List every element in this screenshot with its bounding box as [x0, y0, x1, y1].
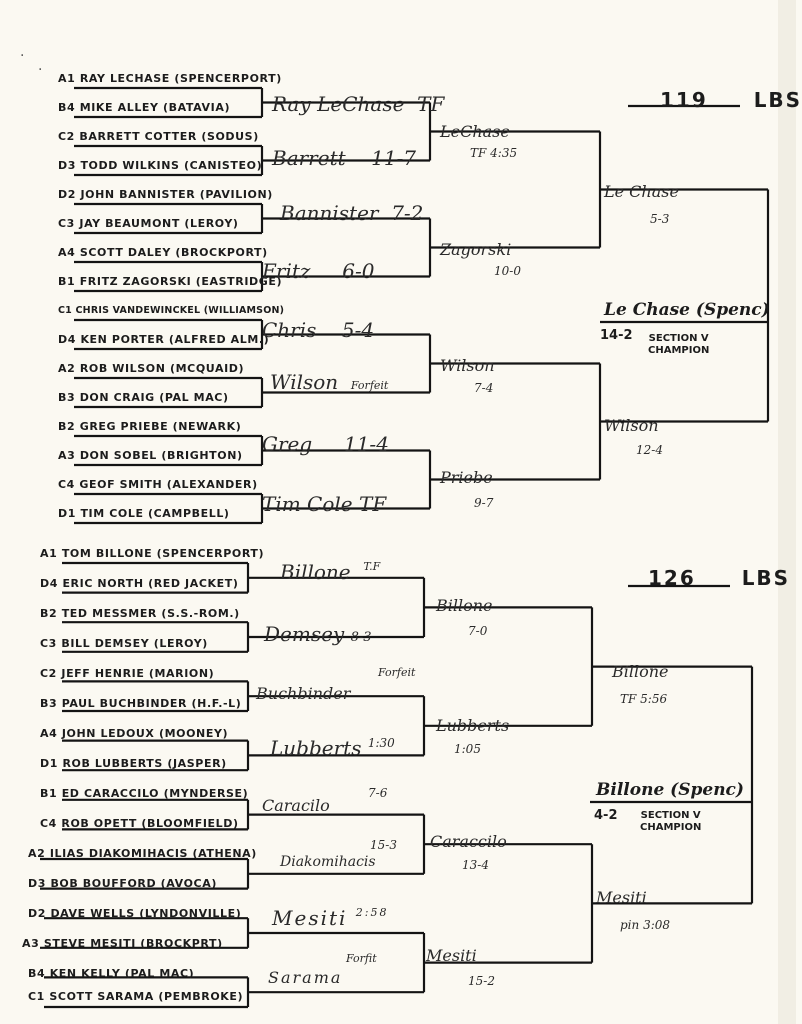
round1-score: 8-3 — [350, 630, 372, 645]
round1-score: TF — [359, 492, 387, 516]
round1-winner: Demsey 8-3 — [264, 622, 372, 646]
round1-score: Forfeit — [378, 666, 416, 679]
round2-winner: Mesiti — [426, 946, 477, 965]
round2-score: 13-4 — [462, 858, 489, 872]
round3-score: pin 3:08 — [620, 918, 671, 932]
wrestler-name: DAVE WELLS (LYNDONVILLE) — [50, 907, 242, 920]
wrestler-name: JOHN BANNISTER (PAVILION) — [80, 188, 273, 201]
entry — [40, 817, 239, 830]
wrestler-name: RAY LECHASE (SPENCERPORT) — [79, 72, 282, 85]
round1-score: 6-0 — [342, 259, 375, 283]
seed: D4 — [58, 333, 76, 346]
round1-score: 15-3 — [370, 838, 397, 852]
weight-number: 126 — [648, 566, 696, 590]
entry — [28, 990, 243, 1003]
round2-score: 15-2 — [468, 974, 495, 988]
wrestler-name: DON CRAIG (PAL MAC) — [79, 391, 229, 404]
wrestler-name: CHRIS VANDEWINCKEL (WILLIAMSON) — [75, 305, 285, 316]
entry — [58, 304, 284, 317]
seed: A4 — [58, 246, 76, 259]
wrestler-name: KEN KELLY (PAL MAC) — [49, 967, 195, 980]
round2-winner: Wilson — [440, 356, 495, 375]
seed: A4 — [40, 727, 58, 740]
seed: A3 — [58, 449, 76, 462]
entry — [58, 130, 259, 143]
seed: B3 — [40, 697, 58, 710]
seed: D3 — [28, 877, 46, 890]
wrestler-name: FRITZ ZAGORSKI (EASTRIDGE) — [79, 275, 283, 288]
round1-score: Forfit — [346, 952, 377, 965]
seed: D1 — [40, 757, 58, 770]
entry — [58, 333, 269, 346]
round1-score: 5-4 — [341, 318, 375, 342]
round3-score: 12-4 — [636, 443, 663, 457]
champion-label — [648, 333, 709, 357]
wrestler-name: BOB BOUFFORD (AVOCA) — [50, 877, 217, 890]
round1-score: T.F — [363, 560, 381, 573]
round2-score: 7-4 — [474, 381, 494, 395]
seed: C1 — [58, 305, 72, 316]
entry — [58, 507, 230, 520]
seed: B1 — [58, 275, 76, 288]
entry — [40, 667, 214, 680]
round3-winner: Billone — [612, 662, 669, 681]
seed: A3 — [22, 937, 40, 950]
wrestler-name: BARRETT COTTER (SODUS) — [79, 130, 259, 143]
round2-winner: Caraccilo — [430, 832, 507, 851]
round2-score: TF 4:35 — [470, 146, 518, 160]
round1-score: 7-6 — [368, 786, 388, 800]
entry — [28, 877, 217, 890]
weight-number: 119 — [660, 88, 708, 112]
round1-winner: Lubberts $^{1:30}$ — [270, 736, 395, 760]
entry — [58, 275, 282, 288]
seed: B4 — [28, 967, 46, 980]
seed: D3 — [58, 159, 76, 172]
round1-score: 1:30 — [367, 736, 395, 750]
punch-mark: · — [20, 48, 25, 64]
entry — [28, 847, 257, 860]
round2-winner: Zagorski — [440, 240, 512, 259]
round2-winner: Billone — [436, 596, 493, 615]
round1-winner: Diakomihacis — [280, 854, 376, 870]
round1-score: 11-7 — [371, 146, 417, 170]
wrestler-name: TIM COLE (CAMPBELL) — [80, 507, 230, 520]
entry — [58, 478, 258, 491]
seed: C3 — [58, 217, 75, 230]
entry — [40, 577, 239, 590]
entry — [58, 217, 239, 230]
entry — [58, 420, 241, 433]
champion-record: 14-2 — [600, 328, 633, 343]
wrestler-name: TOM BILLONE (SPENCERPORT) — [61, 547, 265, 560]
champion-text: CHAMPION — [640, 822, 702, 833]
wrestler-name: TED MESSMER (S.S.-ROM.) — [61, 607, 240, 620]
round1-winner: Chris 5-4 — [262, 318, 375, 342]
wrestler-name: SCOTT SARAMA (PEMBROKE) — [49, 990, 244, 1003]
seed: C4 — [58, 478, 75, 491]
seed: D2 — [28, 907, 46, 920]
round1-winner: Caracilo — [262, 796, 330, 815]
round1-winner: Mesiti $^{2:58}$ — [272, 906, 389, 930]
seed: D1 — [58, 507, 76, 520]
round1-winner: Buchbinder — [256, 684, 351, 703]
seed: B4 — [58, 101, 76, 114]
round1-winner: Sarama — [268, 968, 343, 987]
seed: C3 — [40, 637, 57, 650]
round1-winner: Bannister 7-2 — [280, 201, 424, 225]
round1-winner: Fritz 6-0 — [262, 259, 375, 283]
round2-winner: Priebe — [440, 468, 493, 487]
section-text: SECTION V — [640, 810, 701, 821]
round1-winner: Greg 11-4 — [262, 432, 389, 456]
round1-score: 11-4 — [343, 432, 389, 456]
wrestler-name: TODD WILKINS (CANISTEO) — [80, 159, 263, 172]
entry — [40, 547, 264, 560]
entry — [58, 449, 243, 462]
seed: C1 — [28, 990, 45, 1003]
wrestler-name: DON SOBEL (BRIGHTON) — [79, 449, 243, 462]
entry — [40, 637, 208, 650]
round1-winner: Wilson Forfeit — [270, 370, 389, 394]
round2-score: 9-7 — [474, 496, 494, 510]
round1-score: TF — [417, 92, 445, 116]
round1-score: 7-2 — [391, 201, 424, 225]
entry — [40, 787, 248, 800]
entry — [40, 697, 241, 710]
entry — [28, 907, 241, 920]
round2-winner: Lubberts — [436, 716, 510, 735]
wrestler-name: MIKE ALLEY (BATAVIA) — [79, 101, 231, 114]
round2-score: 1:05 — [454, 742, 481, 756]
round1-score: Forfeit — [350, 379, 389, 392]
champion-name: Billone (Spenc) — [596, 780, 744, 800]
wrestler-name: GEOF SMITH (ALEXANDER) — [79, 478, 258, 491]
seed: C2 — [58, 130, 75, 143]
round1-winner: Tim Cole TF — [262, 492, 387, 516]
entry — [58, 188, 273, 201]
wrestler-name: JAY BEAUMONT (LEROY) — [79, 217, 239, 230]
round1-winner: Billone $^{T.F}$ — [280, 560, 381, 584]
weight-unit: LBS — [753, 88, 802, 112]
seed: B2 — [40, 607, 58, 620]
wrestler-name: ROB WILSON (MCQUAID) — [79, 362, 245, 375]
round1-score: 2:58 — [355, 906, 389, 919]
entry — [40, 727, 228, 740]
wrestler-name: PAUL BUCHBINDER (H.F.-L) — [61, 697, 242, 710]
entry — [58, 159, 262, 172]
round1-winner: Barrett 11-7 — [272, 146, 417, 170]
weight-heading — [660, 88, 802, 112]
wrestler-name: SCOTT DALEY (BROCKPORT) — [79, 246, 268, 259]
wrestler-name: JOHN LEDOUX (MOONEY) — [61, 727, 229, 740]
wrestler-name: ROB OPETT (BLOOMFIELD) — [61, 817, 239, 830]
entry — [58, 72, 282, 85]
entry — [58, 246, 268, 259]
seed: B3 — [58, 391, 76, 404]
entry — [40, 607, 240, 620]
round2-score: 10-0 — [494, 264, 521, 278]
weight-unit: LBS — [741, 566, 791, 590]
round2-score: 7-0 — [468, 624, 488, 638]
round3-score: TF 5:56 — [620, 692, 668, 706]
entry — [28, 967, 194, 980]
wrestler-name: STEVE MESITI (BROCKPRT) — [43, 937, 223, 950]
wrestler-name: ROB LUBBERTS (JASPER) — [62, 757, 227, 770]
round3-winner: Wilson — [604, 416, 659, 435]
entry — [58, 362, 244, 375]
seed: D4 — [40, 577, 58, 590]
seed: B1 — [40, 787, 58, 800]
round3-score: 5-3 — [650, 212, 670, 226]
champion-record: 4-2 — [594, 808, 618, 823]
wrestler-name: BILL DEMSEY (LEROY) — [61, 637, 208, 650]
round1-winner: Ray LeChase TF — [272, 92, 445, 116]
wrestler-name: ERIC NORTH (RED JACKET) — [62, 577, 239, 590]
champion-text: CHAMPION — [648, 345, 710, 356]
seed: A2 — [28, 847, 46, 860]
wrestler-name: ED CARACCILO (MYNDERSE) — [61, 787, 249, 800]
wrestler-name: GREG PRIEBE (NEWARK) — [79, 420, 242, 433]
wrestler-name: JEFF HENRIE (MARION) — [61, 667, 215, 680]
seed: A1 — [40, 547, 58, 560]
seed: A2 — [58, 362, 76, 375]
seed: D2 — [58, 188, 76, 201]
round3-winner: Le Chase — [604, 182, 679, 201]
champion-label — [640, 810, 701, 834]
seed: B2 — [58, 420, 76, 433]
champion-name: Le Chase (Spenc) — [604, 300, 770, 320]
round2-winner: LeChase — [440, 122, 510, 141]
entry — [58, 391, 229, 404]
seed: C2 — [40, 667, 57, 680]
wrestler-name: KEN PORTER (ALFRED ALM.) — [80, 333, 270, 346]
section-text: SECTION V — [648, 333, 709, 344]
entry — [40, 757, 227, 770]
entry — [58, 101, 230, 114]
round3-winner: Mesiti — [596, 888, 647, 907]
wrestler-name: ILIAS DIAKOMIHACIS (ATHENA) — [49, 847, 257, 860]
weight-heading — [648, 566, 790, 590]
entry — [22, 937, 223, 950]
seed: A1 — [58, 72, 76, 85]
punch-mark: · — [38, 62, 43, 78]
seed: C4 — [40, 817, 57, 830]
